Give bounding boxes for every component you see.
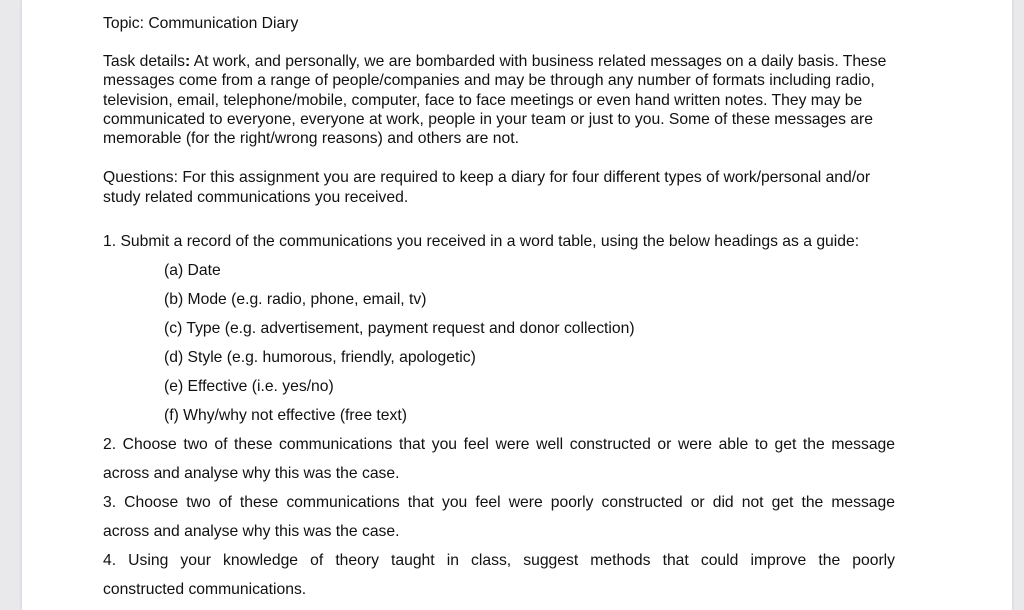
task-details-text: At work, and personally, we are bombarded with business related messages on a daily basis. These messages come from a range of people/companies and may be through any number of formats including radio, television, email, telephone/mobile, computer, face to face meetings or even hand written notes. They may be communicated to everyone, everyone at work, people in your team or just to you. Some of these messages are memorable (for the right/wrong reasons) and others are not.	[103, 53, 887, 148]
question-1: 1. Submit a record of the communications you received in a word table, using the below headings as a guide:	[103, 233, 860, 251]
topic-heading: Topic: Communication Diary	[103, 15, 299, 32]
question-2-line-1: 2. Choose two of these communications that you feel were well constructed or were able to get the message	[103, 436, 895, 454]
heading-item-why: (f) Why/why not effective (free text)	[164, 407, 407, 425]
heading-item-effective: (e) Effective (i.e. yes/no)	[164, 378, 334, 396]
question-3-line-2: across and analyse why this was the case.	[103, 523, 400, 541]
questions-intro-paragraph: Questions: For this assignment you are required to keep a diary for four different types of work/personal and/or study related communications you received.	[103, 169, 871, 206]
heading-item-type: (c) Type (e.g. advertisement, payment request and donor collection)	[164, 320, 635, 338]
question-4-line-2: constructed communications.	[103, 581, 307, 599]
task-details-label: Task details	[103, 53, 185, 70]
question-2-line-2: across and analyse why this was the case.	[103, 465, 400, 483]
question-3	[103, 488, 895, 546]
heading-item-mode: (b) Mode (e.g. radio, phone, email, tv)	[164, 291, 427, 309]
question-3-line-1: 3. Choose two of these communications that you feel were poorly constructed or did not get the message	[103, 494, 895, 512]
task-details-paragraph	[103, 52, 895, 148]
question-4	[103, 546, 895, 604]
heading-item-style: (d) Style (e.g. humorous, friendly, apologetic)	[164, 349, 476, 367]
task-details-colon: :	[184, 53, 191, 70]
heading-guide-list	[103, 256, 895, 430]
document-content	[103, 13, 895, 604]
question-2	[103, 430, 895, 488]
document-page	[22, 0, 1012, 610]
heading-item-date: (a) Date	[164, 262, 221, 280]
question-4-line-1: 4. Using your knowledge of theory taught in class, suggest methods that could improve the poorly	[103, 552, 895, 570]
